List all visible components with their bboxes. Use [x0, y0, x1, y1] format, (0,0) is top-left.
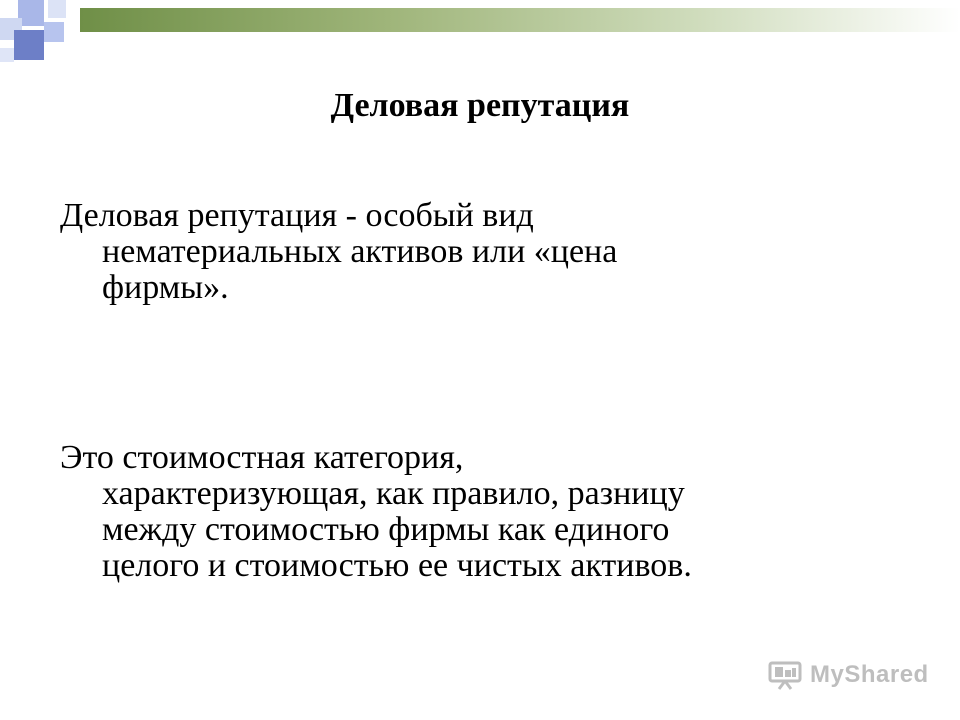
header-gradient-bar	[80, 8, 960, 32]
paragraph-explanation	[60, 440, 880, 584]
watermark-text: MyShared	[810, 661, 929, 688]
slide-title: Деловая репутация	[330, 87, 630, 124]
deco-square	[14, 30, 44, 60]
deco-square	[44, 22, 64, 42]
paragraph-line: Деловая репутация - особый вид	[60, 197, 534, 234]
paragraph-definition	[60, 198, 880, 306]
paragraph-line: фирмы».	[102, 269, 229, 306]
paragraph-line: Это стоимостная категория,	[60, 439, 464, 476]
presentation-icon	[768, 660, 802, 690]
paragraph-line: между стоимостью фирмы как единого	[102, 511, 670, 548]
watermark	[768, 658, 929, 692]
paragraph-line: целого и стоимостью ее чистых активов.	[102, 547, 692, 584]
paragraph-line: нематериальных активов или «цена	[102, 233, 618, 270]
paragraph-line: характеризующая, как правило, разницу	[102, 475, 685, 512]
deco-square	[48, 0, 66, 18]
deco-square	[0, 48, 14, 62]
